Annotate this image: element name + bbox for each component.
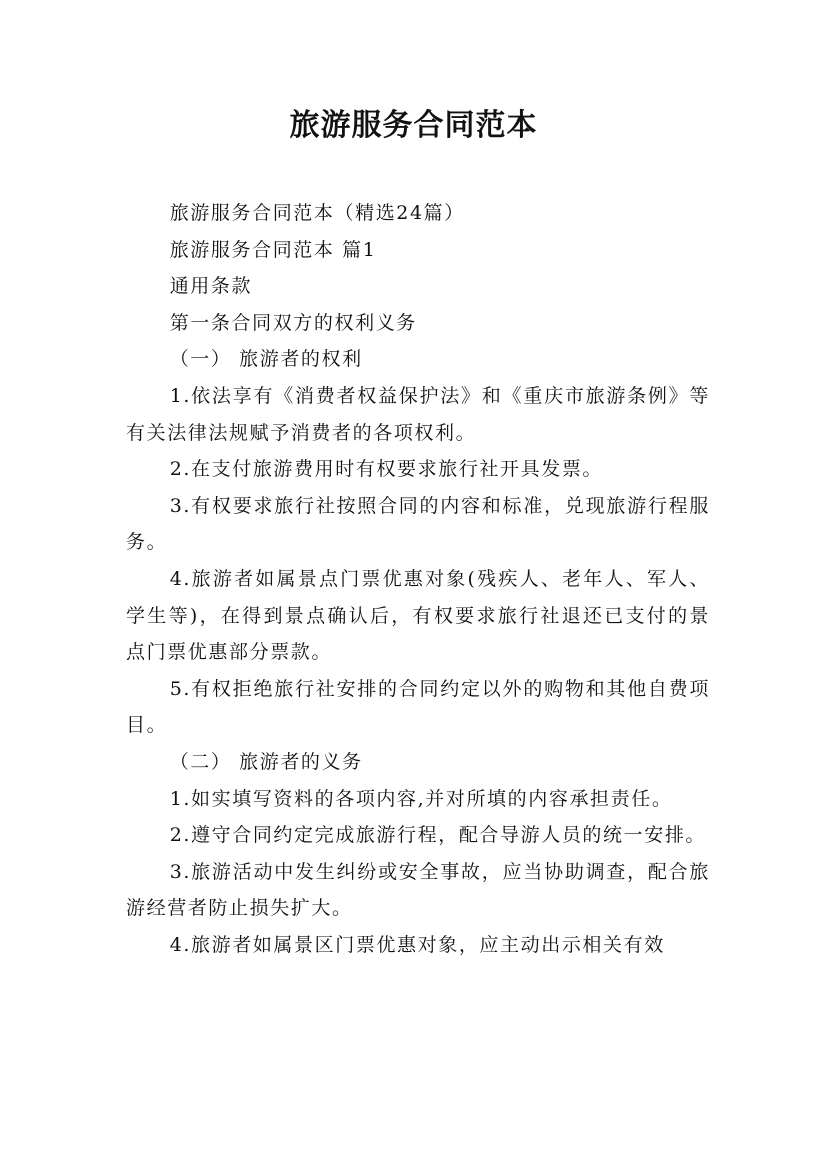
paragraph-rights-5: 5.有权拒绝旅行社安排的合同约定以外的购物和其他自费项目。	[126, 677, 710, 737]
paragraph-duties-3: 3.旅游活动中发生纠纷或安全事故，应当协助调查，配合旅游经营者防止损失扩大。	[126, 860, 710, 920]
paragraph-tourist-duties-heading: （二） 旅游者的义务	[169, 750, 363, 773]
paragraph-article-heading: 旅游服务合同范本 篇1	[169, 238, 377, 261]
paragraph-rights-1: 1.依法享有《消费者权益保护法》和《重庆市旅游条例》等有关法律法规赋予消费者的各项权利。	[126, 384, 710, 444]
document-title: 旅游服务合同范本	[289, 108, 538, 143]
paragraph-duties-4: 4.旅游者如属景区门票优惠对象，应主动出示相关有效	[169, 933, 665, 956]
paragraph-rights-2: 2.在支付旅游费用时有权要求旅行社开具发票。	[169, 458, 604, 481]
paragraph-rights-4: 4.旅游者如属景点门票优惠对象(残疾人、老年人、军人、学生等)，在得到景点确认后，有权要求旅行社退还已支付的景点门票优惠部分票款。	[126, 567, 710, 664]
paragraph-collection-title: 旅游服务合同范本（精选24篇）	[169, 202, 465, 224]
paragraph-section-one: 第一条合同双方的权利义务	[169, 311, 417, 334]
paragraph-duties-2: 2.遵守合同约定完成旅游行程，配合导游人员的统一安排。	[169, 824, 707, 847]
paragraph-duties-1: 1.如实填写资料的各项内容,并对所填的内容承担责任。	[169, 787, 673, 810]
document-body	[126, 195, 710, 963]
paragraph-general-terms: 通用条款	[169, 275, 253, 298]
paragraph-rights-3: 3.有权要求旅行社按照合同的内容和标准，兑现旅游行程服务。	[126, 494, 710, 554]
paragraph-tourist-rights-heading: （一） 旅游者的权利	[169, 348, 363, 371]
